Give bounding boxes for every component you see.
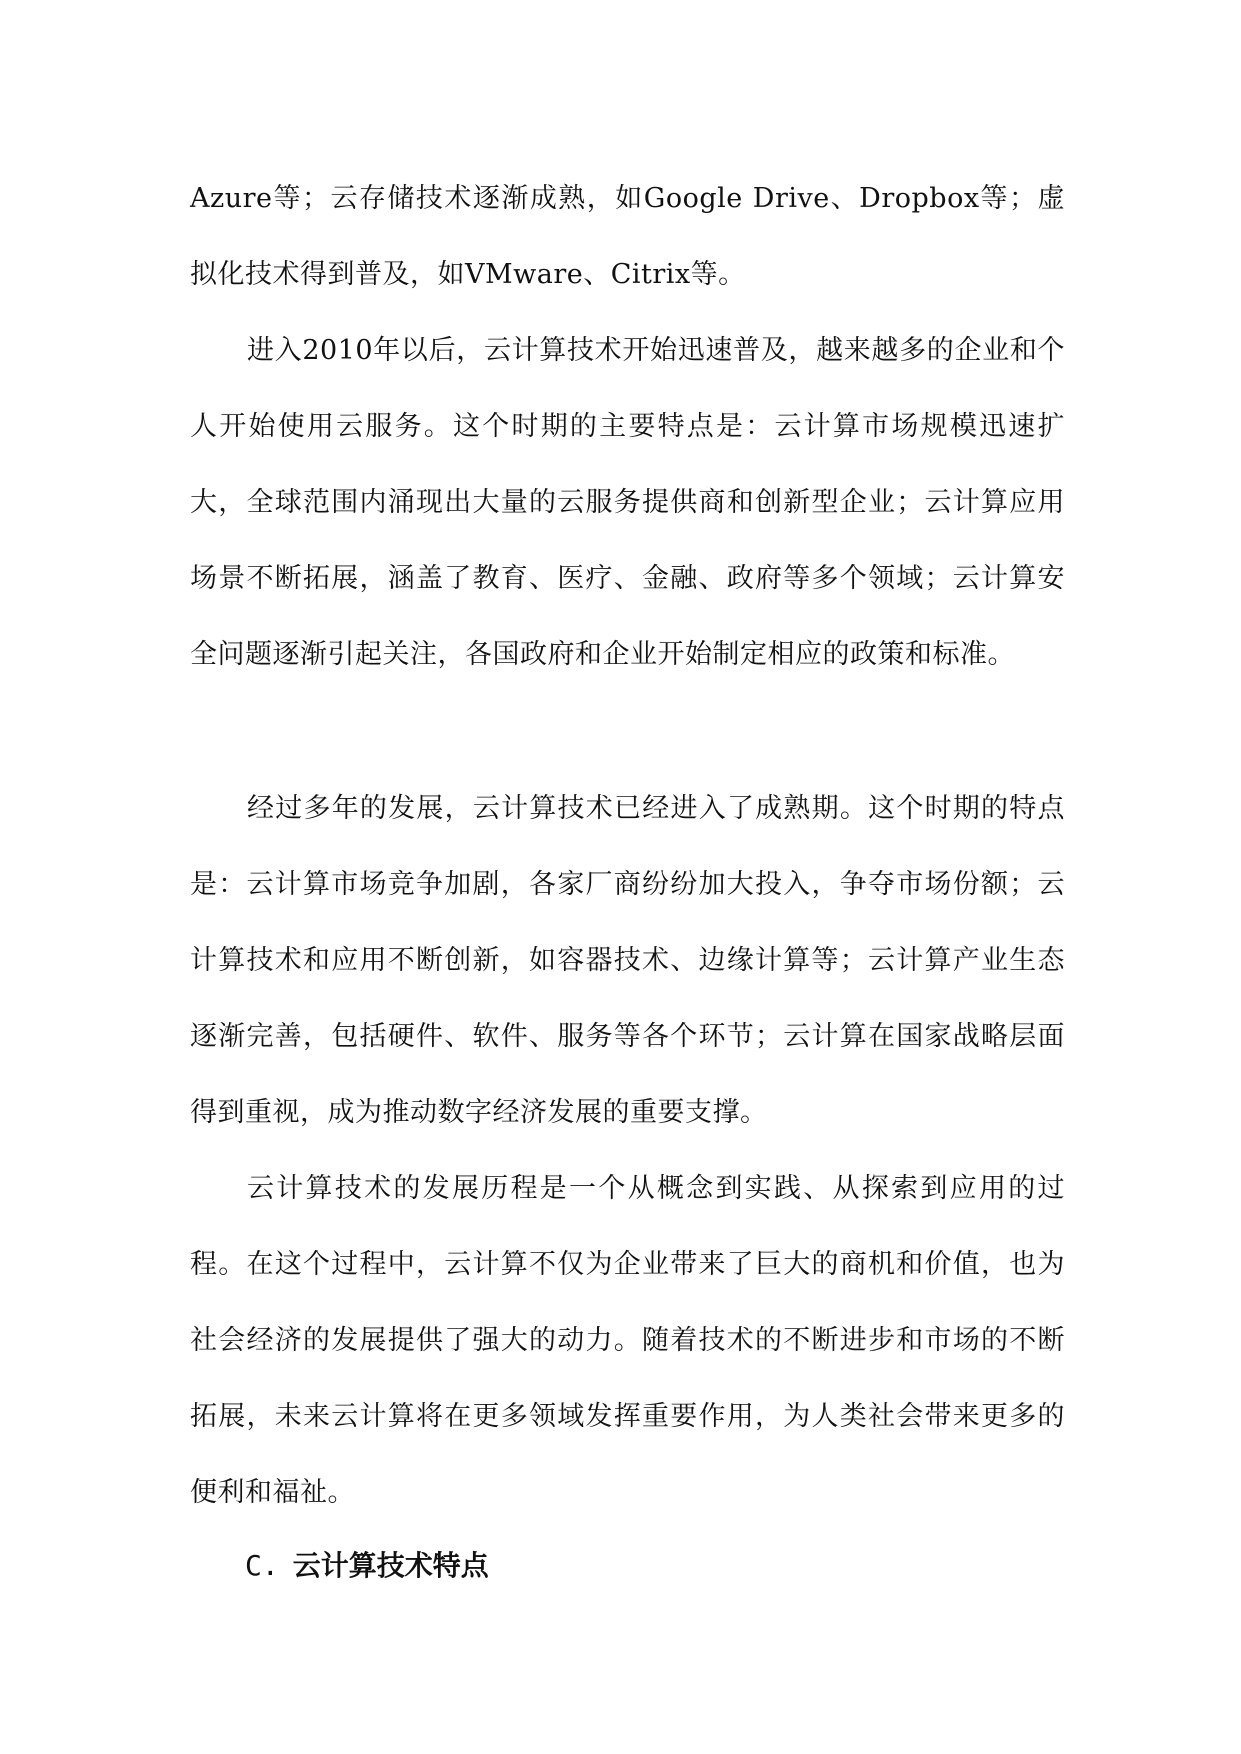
section-title: 云计算技术特点 bbox=[292, 1549, 489, 1582]
paragraph-continuation: Azure等；云存储技术逐渐成熟，如Google Drive、Dropbox等；虚拟化技术得到普及，如VMware、Citrix等。 bbox=[190, 183, 1065, 290]
section-number: C. bbox=[245, 1549, 279, 1582]
paragraph-popularization-period: 进入2010年以后，云计算技术开始迅速普及，越来越多的企业和个人开始使用云服务。这个时期的主要特点是：云计算市场规模迅速扩大，全球范围内涌现出大量的云服务提供商和创新型企业；云计算应用场景不断拓展，涵盖了教育、医疗、金融、政府等多个领域；云计算安全问题逐渐引起关注，各国政府和企业开始制定相应的政策和标准。 bbox=[190, 335, 1065, 670]
section-heading bbox=[245, 1546, 489, 1586]
paragraph-maturity-period: 经过多年的发展，云计算技术已经进入了成熟期。这个时期的特点是：云计算市场竞争加剧，各家厂商纷纷加大投入，争夺市场份额；云计算技术和应用不断创新，如容器技术、边缘计算等；云计算产业生态逐渐完善，包括硬件、软件、服务等各个环节；云计算在国家战略层面得到重视，成为推动数字经济发展的重要支撑。 bbox=[190, 793, 1065, 1128]
paragraph-summary: 云计算技术的发展历程是一个从概念到实践、从探索到应用的过程。在这个过程中，云计算不仅为企业带来了巨大的商机和价值，也为社会经济的发展提供了强大的动力。随着技术的不断进步和市场的不断拓展，未来云计算将在更多领域发挥重要作用，为人类社会带来更多的便利和福祉。 bbox=[190, 1173, 1065, 1508]
